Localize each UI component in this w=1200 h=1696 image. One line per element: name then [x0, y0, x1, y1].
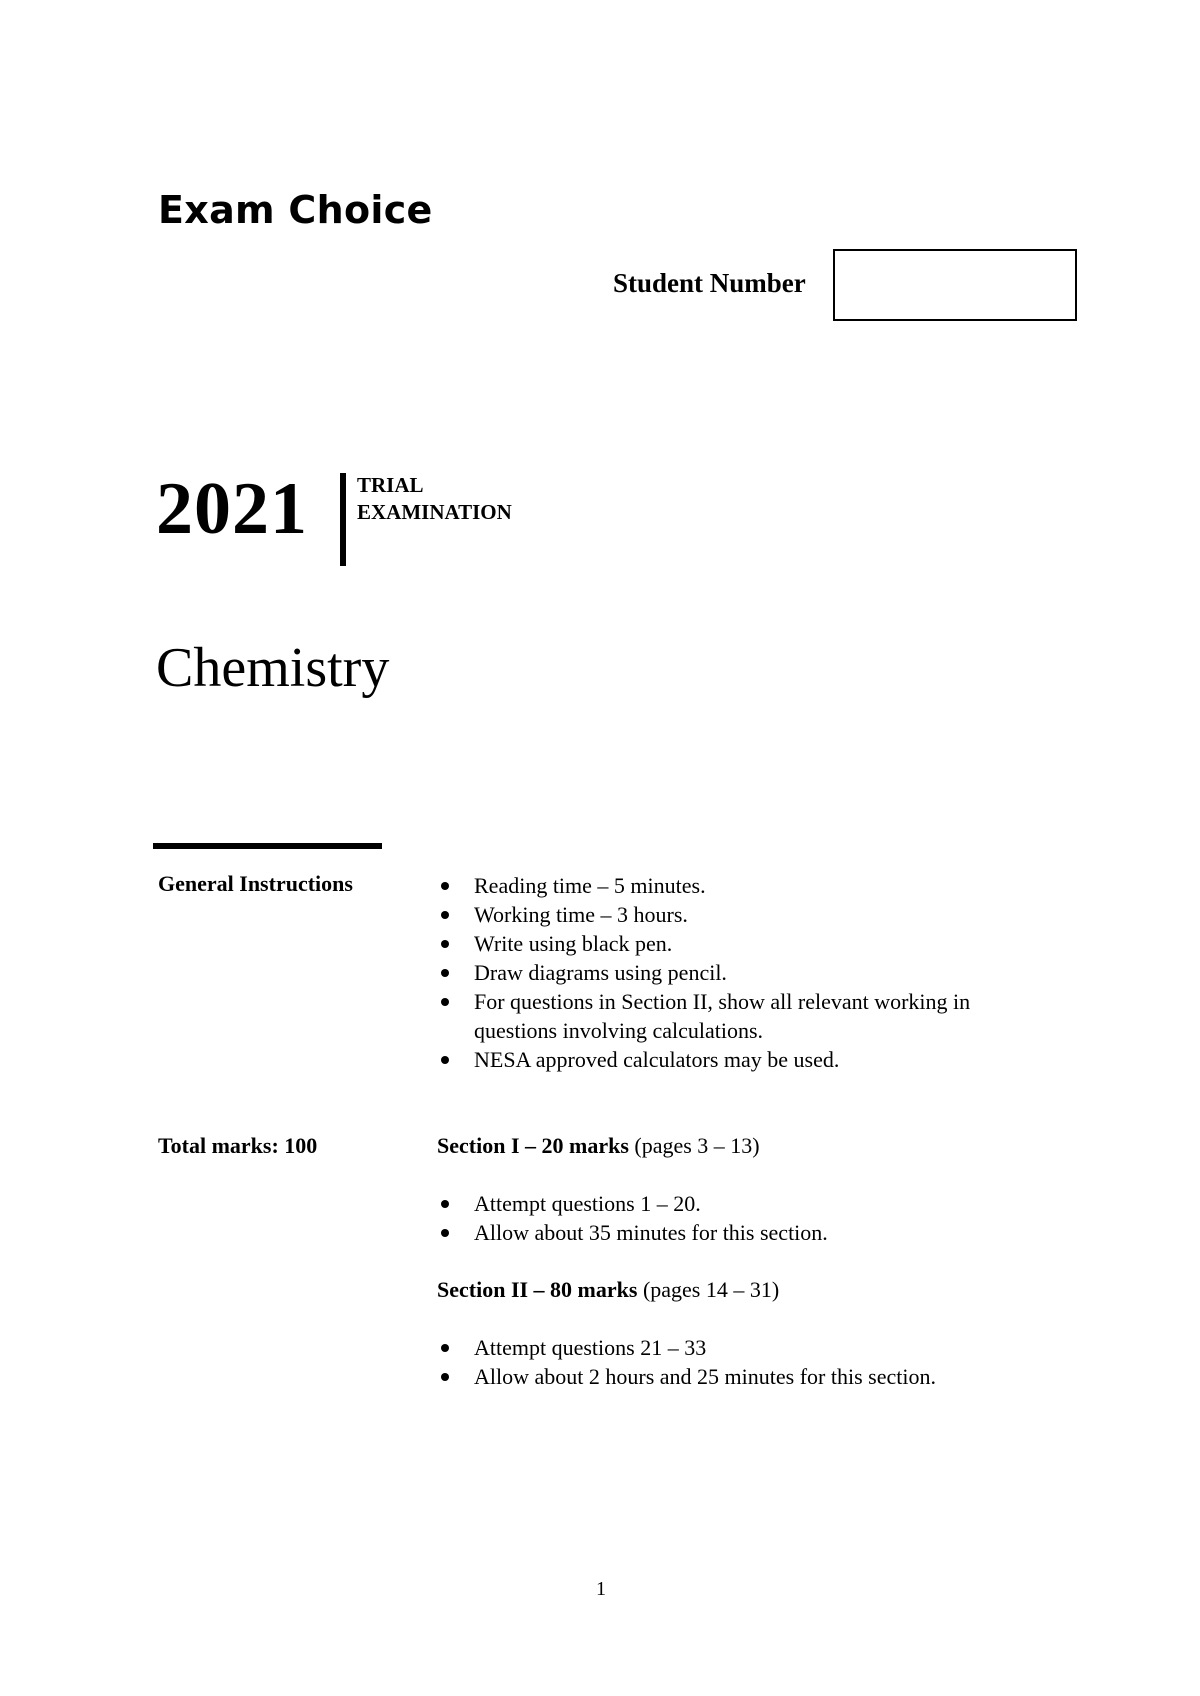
bullet-icon — [441, 882, 449, 890]
bullet-icon — [441, 1344, 449, 1352]
bullet-icon — [441, 1200, 449, 1208]
section-item: Attempt questions 21 – 33 — [437, 1333, 1057, 1362]
exam-year: 2021 — [156, 468, 308, 550]
page-number: 1 — [596, 1578, 606, 1600]
instruction-item: Draw diagrams using pencil. — [437, 958, 1057, 987]
exam-type — [357, 472, 512, 526]
total-marks-label: Total marks: 100 — [158, 1133, 318, 1158]
bullet-icon — [441, 1373, 449, 1381]
instruction-item: NESA approved calculators may be used. — [437, 1045, 1057, 1074]
bullet-icon — [441, 998, 449, 1006]
brand-title: Exam Choice — [158, 188, 433, 232]
student-number-label: Student Number — [613, 268, 806, 298]
section-2-heading — [437, 1277, 779, 1303]
instruction-item: Reading time – 5 minutes. — [437, 871, 1057, 900]
section-1-pages: (pages 3 – 13) — [628, 1133, 760, 1158]
exam-type-line1: TRIAL — [357, 473, 424, 497]
bullet-icon — [441, 940, 449, 948]
subject-title: Chemistry — [156, 637, 390, 699]
section-2-pages: (pages 14 – 31) — [637, 1277, 780, 1302]
student-number-box[interactable] — [833, 249, 1077, 321]
section-1-list — [437, 1189, 1057, 1247]
year-divider — [340, 473, 346, 566]
section-item: Attempt questions 1 – 20. — [437, 1189, 1057, 1218]
bullet-icon — [441, 1229, 449, 1237]
exam-type-line2: EXAMINATION — [357, 500, 512, 524]
instruction-item: For questions in Section II, show all relevant working in questions involving calculations. — [437, 987, 1057, 1045]
general-instructions-label: General Instructions — [158, 871, 353, 896]
section-rule — [153, 843, 382, 849]
bullet-icon — [441, 1056, 449, 1064]
section-1-heading — [437, 1133, 760, 1159]
general-instructions-list — [437, 871, 1057, 1074]
section-item: Allow about 35 minutes for this section. — [437, 1218, 1057, 1247]
section-1-title: Section I – 20 marks — [437, 1133, 629, 1158]
bullet-icon — [441, 969, 449, 977]
section-2-list — [437, 1333, 1057, 1391]
section-2-title: Section II – 80 marks — [437, 1277, 638, 1302]
section-item: Allow about 2 hours and 25 minutes for this section. — [437, 1362, 1057, 1391]
bullet-icon — [441, 911, 449, 919]
instruction-item: Write using black pen. — [437, 929, 1057, 958]
instruction-item: Working time – 3 hours. — [437, 900, 1057, 929]
